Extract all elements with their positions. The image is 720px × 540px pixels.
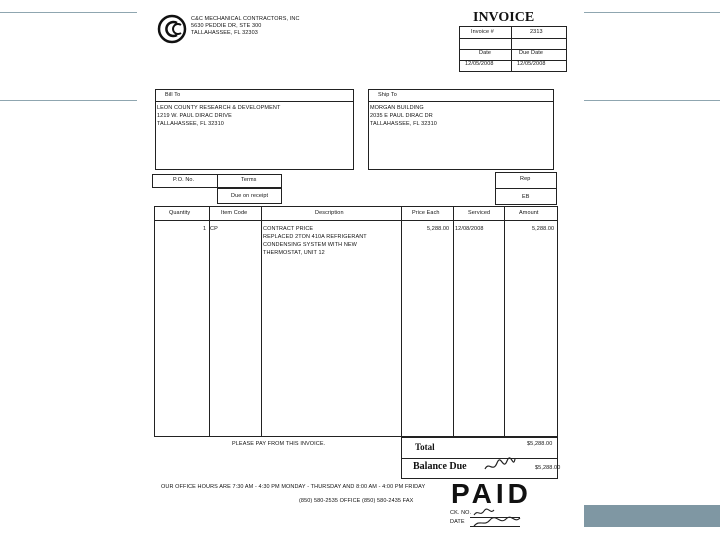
ship-to-header-line	[368, 101, 554, 102]
invoice-title: INVOICE	[473, 10, 535, 25]
col-divider-2	[261, 206, 262, 437]
row-quantity: 1	[203, 226, 207, 232]
ship-to-line-1: MORGAN BUILDING	[370, 105, 424, 111]
ship-to-line-3: TALLAHASSEE, FL 32310	[370, 121, 437, 127]
row-price: 5,288.00	[427, 226, 450, 232]
company-name: C&C MECHANICAL CONTRACTORS, INC	[191, 16, 300, 22]
stamp-date-label: DATE	[450, 519, 465, 525]
terms-value: Due on receipt	[231, 193, 269, 199]
bill-to-label: Bill To	[165, 92, 181, 98]
bill-to-header-line	[155, 101, 354, 102]
slide-rule-left-top	[0, 12, 137, 13]
totals-divider	[401, 458, 558, 459]
invoice-due-label: Due Date	[519, 50, 544, 56]
po-label: P.O. No.	[173, 177, 195, 183]
col-divider-3	[401, 206, 402, 437]
row-serviced: 12/08/2008	[455, 226, 484, 232]
po-terms-divider	[217, 174, 218, 188]
items-header-line	[154, 220, 558, 221]
row-description-2: REPLACED 2TON 410A REFRIGERANT	[263, 234, 367, 240]
ship-to-line-2: 2035 E PAUL DIRAC DR	[370, 113, 433, 119]
row-description-3: CONDENSING SYSTEM WITH NEW	[263, 242, 357, 248]
rep-value: EB	[522, 194, 530, 200]
rep-label: Rep	[520, 176, 531, 182]
company-logo	[157, 14, 187, 44]
header-item-code: Item Code	[221, 210, 248, 216]
header-price-each: Price Each	[412, 210, 440, 216]
col-divider-1	[209, 206, 210, 437]
balance-value: $5,288.00	[535, 465, 561, 471]
total-value: $5,288.00	[527, 441, 553, 447]
header-quantity: Quantity	[169, 210, 191, 216]
col-divider-5	[504, 206, 505, 437]
company-address-1: 5630 PEDDIE DR, STE 300	[191, 23, 262, 29]
invoice-date: 12/05/2008	[465, 61, 494, 67]
header-description: Description	[315, 210, 344, 216]
slide-rule-left-mid	[0, 100, 137, 101]
meta-divider-h1	[459, 38, 567, 39]
ship-to-label: Ship To	[378, 92, 397, 98]
invoice-number-label: Invoice #	[471, 29, 494, 35]
bill-to-line-2: 1219 W. PAUL DIRAC DRIVE	[157, 113, 232, 119]
paid-stamp: PAID	[451, 478, 532, 509]
row-amount: 5,288.00	[532, 226, 555, 232]
balance-label: Balance Due	[413, 461, 467, 472]
bill-to-line-1: LEON COUNTY RESEARCH & DEVELOPMENT	[157, 105, 281, 111]
company-address-2: TALLAHASSEE, FL 32303	[191, 30, 258, 36]
rep-divider	[495, 188, 557, 189]
invoice-due-date: 12/05/2008	[517, 61, 546, 67]
office-hours: OUR OFFICE HOURS ARE 7:30 AM - 4:30 PM MONDAY - THURSDAY AND 8:00 AM - 4:00 PM FRIDAY	[161, 484, 426, 490]
stamp-ck-label: CK. NO.	[450, 510, 472, 516]
invoice-document	[137, 0, 584, 540]
row-description-1: CONTRACT PRICE	[263, 226, 314, 232]
header-serviced: Serviced	[468, 210, 491, 216]
handwritten-stamp-entries	[472, 505, 522, 529]
row-item-code: CP	[210, 226, 218, 232]
slide-rule-right-mid	[584, 100, 720, 101]
bill-to-line-3: TALLAHASSEE, FL 32310	[157, 121, 224, 127]
slide-rule-right-top	[584, 12, 720, 13]
slide-footer-bar-right	[584, 505, 720, 527]
office-phones: (850) 580-2535 OFFICE (850) 580-2435 FAX	[299, 498, 414, 504]
header-amount: Amount	[519, 210, 539, 216]
total-label: Total	[415, 442, 435, 452]
pay-note: PLEASE PAY FROM THIS INVOICE.	[232, 441, 326, 447]
invoice-date-label: Date	[479, 50, 492, 56]
items-table	[154, 206, 558, 437]
terms-label: Terms	[241, 177, 257, 183]
handwritten-mark-balance	[483, 455, 517, 477]
col-divider-4	[453, 206, 454, 437]
row-description-4: THERMOSTAT, UNIT 12	[263, 250, 325, 256]
invoice-number: 2313	[530, 29, 543, 35]
